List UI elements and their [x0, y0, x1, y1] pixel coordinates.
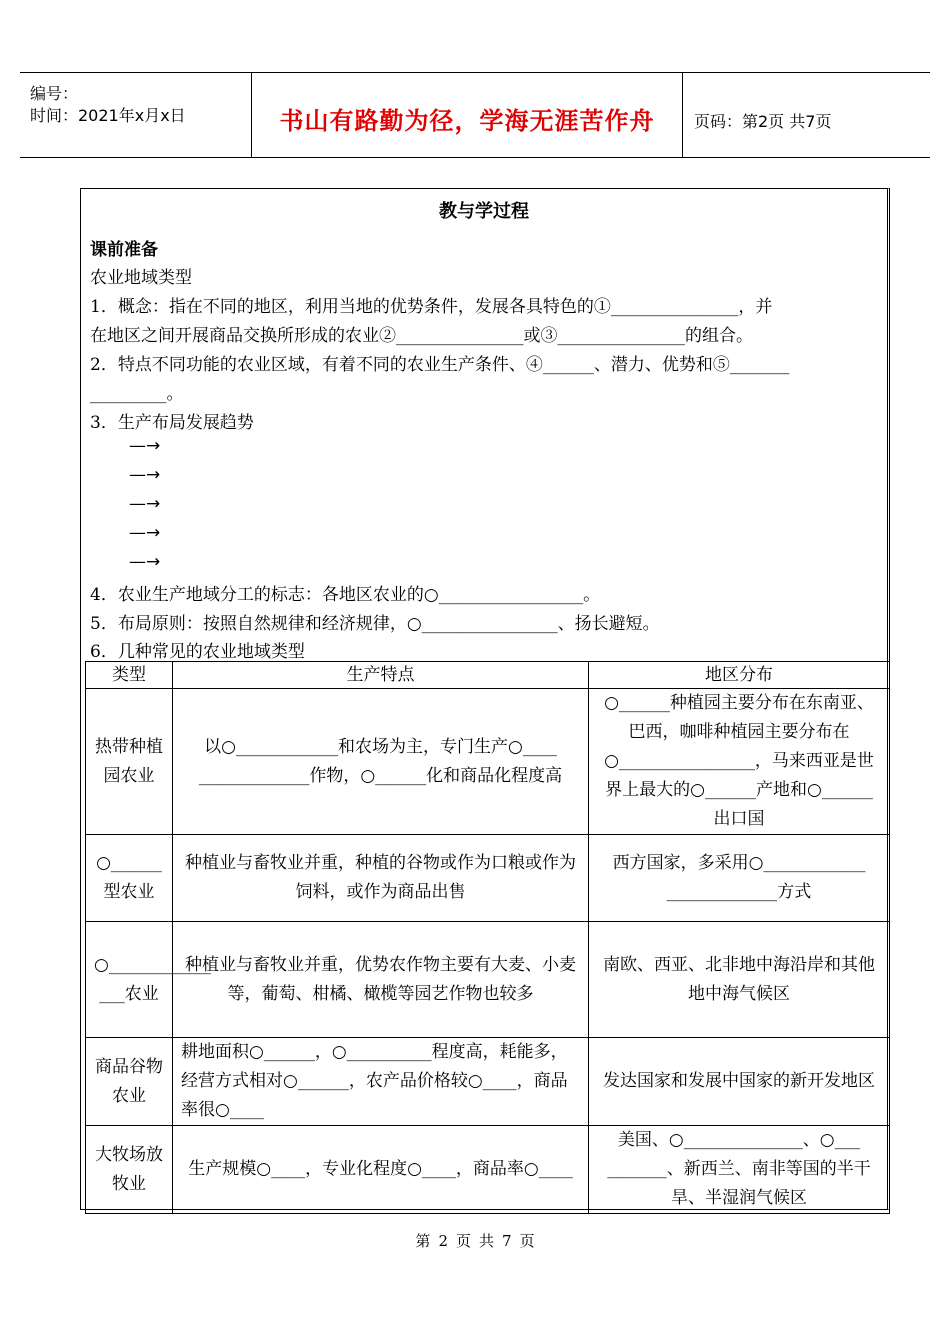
- type-cell: 热带种植园农业: [86, 689, 173, 835]
- arrow-icon: —→: [129, 552, 161, 572]
- type-cell: ○____________ ___农业: [86, 922, 173, 1038]
- feature-cell: 种植业与畜牧业并重，种植的谷物或作为口粮或作为饲料，或作为商品出售: [173, 835, 589, 922]
- feature-cell: 生产规模○____，专业化程度○____，商品率○____: [173, 1126, 589, 1214]
- region-cell: 南欧、西亚、北非地中海沿岸和其他地中海气候区: [589, 922, 890, 1038]
- footer-total-pages: 7: [502, 1232, 512, 1250]
- footer-gong: 共: [479, 1232, 495, 1250]
- table-row: [86, 1126, 890, 1214]
- table-header-row: [86, 662, 890, 689]
- header-page-label: 页码：第2页 共7页: [694, 112, 832, 131]
- feature-cell: 种植业与畜牧业并重，优势农作物主要有大麦、小麦等，葡萄、柑橘、橄榄等园艺作物也较多: [173, 922, 589, 1038]
- page-footer: [0, 1230, 950, 1251]
- footer-di: 第: [415, 1232, 431, 1250]
- header-region: 地区分布: [589, 662, 890, 689]
- arrow-icon: —→: [129, 436, 161, 456]
- principle-line: 5．布局原则：按照自然规律和经济规律，○________________、扬长避短。: [90, 614, 660, 634]
- arrow-icon: —→: [129, 523, 161, 543]
- arrow-icon: —→: [129, 494, 161, 514]
- table-row: [86, 689, 890, 835]
- region-cell: 西方国家，多采用○____________ _____________方式: [589, 835, 890, 922]
- concept-line-2: 在地区之间开展商品交换所形成的农业②_______________或③_______________的组合。: [90, 326, 753, 346]
- page-header: [20, 72, 930, 158]
- header-feature: 生产特点: [173, 662, 589, 689]
- feature-line-1: 2．特点不同功能的农业区域，有着不同的农业生产条件、④______、潜力、优势和⑤_______: [90, 355, 790, 375]
- feature-cell: 以○____________和农场为主，专门生产○____ _____________作物，○______化和商品化程度高: [173, 689, 589, 835]
- concept-line-1: 1．概念：指在不同的地区，利用当地的优势条件，发展各具特色的①_______________，并: [90, 297, 773, 317]
- table-row: [86, 922, 890, 1038]
- header-motto: 书山有路勤为径，学海无涯苦作舟: [279, 107, 655, 135]
- arrow-icon: —→: [129, 465, 161, 485]
- region-cell: 发达国家和发展中国家的新开发地区: [589, 1038, 890, 1126]
- number-label: 编号：: [30, 84, 79, 103]
- prep-heading: 课前准备: [90, 240, 158, 260]
- footer-page-number: 2: [438, 1232, 448, 1250]
- footer-ye: 页: [455, 1232, 471, 1250]
- footer-ye2: 页: [519, 1232, 535, 1250]
- type-cell: 大牧场放牧业: [86, 1126, 173, 1214]
- table-row: [86, 835, 890, 922]
- agri-region-table: [85, 661, 890, 1214]
- table-row: [86, 1038, 890, 1126]
- topic-line: 农业地域类型: [90, 268, 192, 288]
- region-cell: 美国、○______________、○___ _______、新西兰、南非等国的半干旱、半湿润气候区: [589, 1126, 890, 1214]
- feature-line-2: _________。: [90, 384, 184, 404]
- trend-line: 3．生产布局发展趋势: [90, 413, 254, 433]
- worksheet-panel: [80, 188, 890, 1210]
- type-cell: ○______型农业: [86, 835, 173, 922]
- types-line: 6．几种常见的农业地域类型: [90, 642, 305, 662]
- time-label: 时间：2021年x月x日: [30, 106, 186, 125]
- feature-cell: 耕地面积○______，○__________程度高，耗能多，经营方式相对○______，农产品价格较○____，商品率很○____: [173, 1038, 589, 1126]
- division-line: 4．农业生产地域分工的标志：各地区农业的○_________________。: [90, 585, 601, 605]
- region-cell: ○______种植园主要分布在东南亚、巴西，咖啡种植园主要分布在○________________，马来西亚是世界上最大的○______产地和○______出口国: [589, 689, 890, 835]
- header-type: 类型: [86, 662, 173, 689]
- header-divider: [682, 73, 683, 157]
- type-cell: 商品谷物农业: [86, 1038, 173, 1126]
- header-meta: [30, 83, 186, 127]
- panel-title: 教与学过程: [439, 201, 529, 222]
